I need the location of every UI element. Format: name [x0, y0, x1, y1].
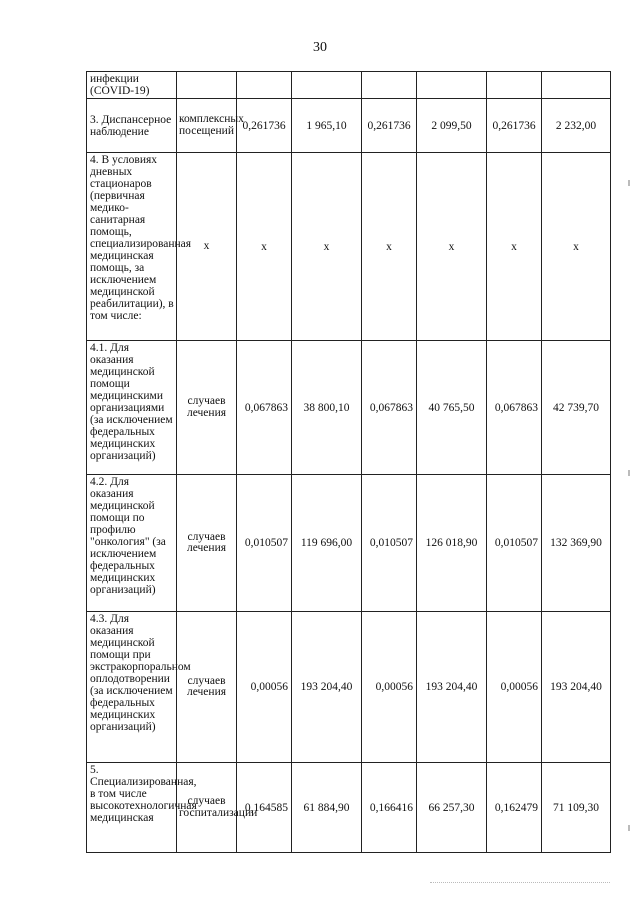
cell-value	[542, 72, 611, 99]
table-row	[87, 72, 611, 99]
cell-value: 126 018,90	[417, 475, 487, 612]
row-unit: случаев госпитализации	[177, 763, 237, 853]
cell-value: 0,00056	[487, 612, 542, 763]
row-unit: случаев лечения	[177, 612, 237, 763]
cell-value: 0,067863	[237, 341, 292, 475]
table-row	[87, 612, 611, 763]
cell-value: 0,164585	[237, 763, 292, 853]
cell-value: 66 257,30	[417, 763, 487, 853]
cell-value: х	[487, 153, 542, 341]
cell-value	[237, 72, 292, 99]
cell-value: 1 965,10	[292, 99, 362, 153]
row-name: 3. Диспансерное наблюдение	[87, 99, 177, 153]
scan-mark	[628, 825, 630, 831]
page-number: 30	[313, 40, 327, 55]
cell-value: 42 739,70	[542, 341, 611, 475]
row-name: 4.2. Для оказания медицинской помощи по профилю "онкология" (за исключением федеральных медицинских организаций)	[87, 475, 177, 612]
cell-value: х	[362, 153, 417, 341]
row-name: 4.3. Для оказания медицинской помощи при экстракорпоральном оплодотворении (за исключением федеральных медицинских организаций)	[87, 612, 177, 763]
row-unit: х	[177, 153, 237, 341]
norms-table	[86, 71, 611, 853]
row-unit: комплексных посещений	[177, 99, 237, 153]
cell-value: 0,010507	[362, 475, 417, 612]
row-name: 4. В условиях дневных стационаров (первичная медико-санитарная помощь, специализированная медицинская помощь, за исключением медицинской реабилитации), в том числе:	[87, 153, 177, 341]
scan-mark	[628, 180, 630, 186]
cell-value: 119 696,00	[292, 475, 362, 612]
cell-value: 0,162479	[487, 763, 542, 853]
table-row	[87, 475, 611, 612]
scan-mark	[628, 470, 630, 476]
cell-value: х	[417, 153, 487, 341]
row-name: 5. Специализированная, в том числе высокотехнологичная медицинская	[87, 763, 177, 853]
cell-value: х	[292, 153, 362, 341]
cell-value: 38 800,10	[292, 341, 362, 475]
row-unit: случаев лечения	[177, 475, 237, 612]
cell-value: 193 204,40	[417, 612, 487, 763]
cell-value: 0,067863	[487, 341, 542, 475]
cell-value: 132 369,90	[542, 475, 611, 612]
cell-value: 0,166416	[362, 763, 417, 853]
cell-value	[417, 72, 487, 99]
scan-artifact	[430, 880, 610, 883]
table-row	[87, 153, 611, 341]
cell-value: 40 765,50	[417, 341, 487, 475]
row-name: инфекции (COVID-19)	[87, 72, 177, 99]
cell-value: х	[542, 153, 611, 341]
cell-value: 193 204,40	[292, 612, 362, 763]
cell-value: 0,261736	[362, 99, 417, 153]
cell-value: 0,010507	[237, 475, 292, 612]
cell-value	[362, 72, 417, 99]
table-row	[87, 763, 611, 853]
cell-value	[292, 72, 362, 99]
cell-value: 2 232,00	[542, 99, 611, 153]
cell-value: 193 204,40	[542, 612, 611, 763]
cell-value: х	[237, 153, 292, 341]
cell-value	[487, 72, 542, 99]
row-unit	[177, 72, 237, 99]
table-row	[87, 99, 611, 153]
table-row	[87, 341, 611, 475]
cell-value: 2 099,50	[417, 99, 487, 153]
cell-value: 0,067863	[362, 341, 417, 475]
row-unit: случаев лечения	[177, 341, 237, 475]
cell-value: 71 109,30	[542, 763, 611, 853]
cell-value: 0,00056	[237, 612, 292, 763]
row-name: 4.1. Для оказания медицинской помощи медицинскими организациями (за исключением федеральных медицинских организаций)	[87, 341, 177, 475]
cell-value: 0,010507	[487, 475, 542, 612]
cell-value: 0,261736	[237, 99, 292, 153]
cell-value: 61 884,90	[292, 763, 362, 853]
cell-value: 0,00056	[362, 612, 417, 763]
cell-value: 0,261736	[487, 99, 542, 153]
